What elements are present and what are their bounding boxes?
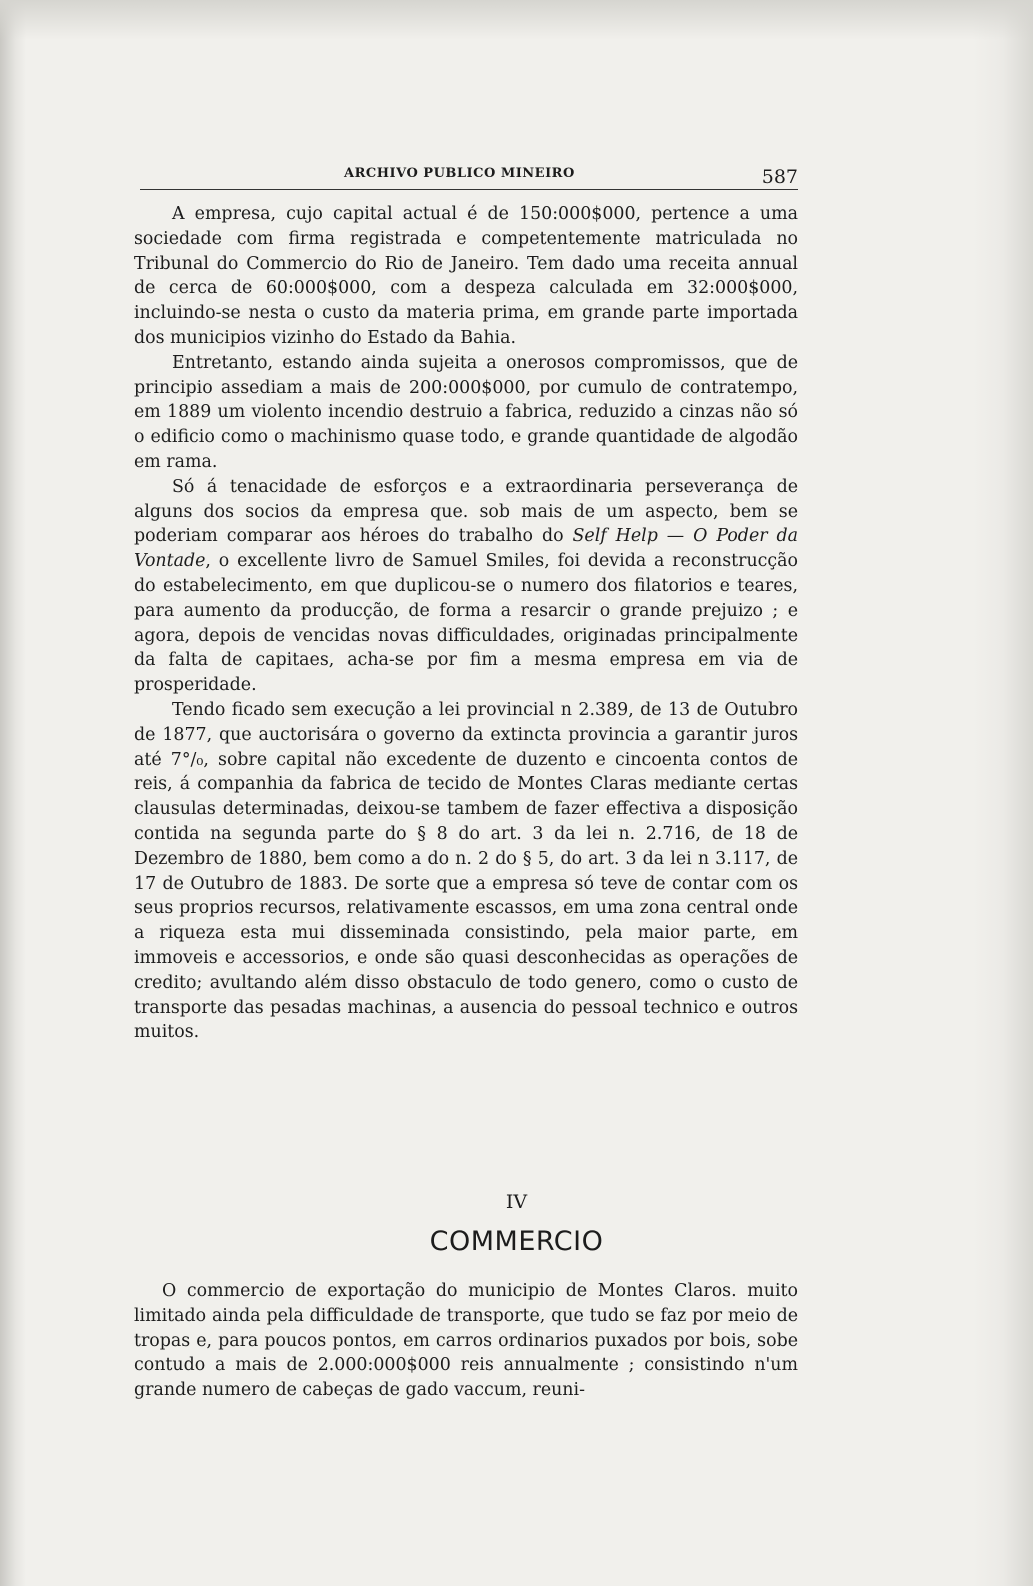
paragraph-lei-provincial: Tendo ficado sem execução a lei provincial n 2.389, de 13 de Outubro de 1877, que auctorisára o governo da extincta provincia a garantir juros até 7°/₀, sobre capital não excedente de duzento e cincoenta contos de reis, á companhia da fabrica de tecido de Montes Claras mediante certas clausulas determinadas, deixou-se tambem de fazer effectiva a disposição contida na segunda parte do § 8 do art. 3 da lei n. 2.716, de 18 de Dezembro de 1880, bem como a do n. 2 do § 5, do art. 3 da lei n 3.117, de 17 de Outubro de 1883. De sorte que a empresa só teve de contar com os seus proprios recursos, relativamente escassos, em uma zona central onde a riqueza esta mui disseminada consistindo, pela maior parte, em immoveis e accessorios, e onde são quasi desconhecidas as operações de credito; avultando além disso obstaculo de todo genero, como o custo de transporte das pesadas machinas, a ausencia do pessoal technico e outros muitos.	[134, 699, 798, 1043]
journal-title: ARCHIVO PUBLICO MINEIRO	[344, 166, 575, 181]
page-number: 587	[761, 166, 798, 188]
page-edge-top	[0, 0, 1033, 40]
body-text	[134, 202, 798, 1045]
commercio-text	[134, 1279, 798, 1403]
header-rule	[140, 189, 798, 190]
running-header	[138, 162, 798, 192]
paragraph-tenacidade	[134, 475, 798, 698]
paragraph-commercio: O commercio de exportação do municipio de Montes Claros. muito limitado ainda pela difficuldade de transporte, que tudo se faz por meio de tropas e, para poucos pontos, em carros ordinarios puxados por bois, sobe contudo a mais de 2.000:000$000 reis annualmente ; consistindo n'um grande numero de cabeças de gado vaccum, reuni-	[134, 1281, 798, 1401]
section-title: COMMERCIO	[429, 1226, 604, 1257]
paragraph-tenacidade-start: Só á tenacidade de esforços e a extraordinaria perseverança de alguns dos socios da empresa que. sob mais de um aspecto, bem se poderiam comparar aos héroes do trabalho do	[134, 476, 798, 547]
section-number: IV	[505, 1191, 528, 1213]
page-edge-left	[0, 0, 26, 1586]
paragraph-tenacidade-end: , o excellente livro de Samuel Smiles, foi devida a reconstrucção do estabelecimento, em que duplicou-se o numero dos filatorios e teares, para aumento da producção, de forma a resarcir o grande prejuizo ; e agora, depois de vencidas novas difficuldades, originadas principalmente da falta de capitaes, acha-se por fim a mesma empresa em via de prosperidade.	[134, 551, 798, 696]
paragraph-entretanto: Entretanto, estando ainda sujeita a onerosos compromissos, que de principio assediam a mais de 200:000$000, por cumulo de contratempo, em 1889 um violento incendio destruio a fabrica, reduzido a cinzas não só o edificio como o machinismo quase todo, e grande quantidade de algodão em rama.	[134, 352, 798, 472]
paragraph-empresa: A empresa, cujo capital actual é de 150:000$000, pertence a uma sociedade com firma registrada e competentemente matriculada no Tribunal do Commercio do Rio de Janeiro. Tem dado uma receita annual de cerca de 60:000$000, com a despeza calculada em 32:000$000, incluindo-se nesta o custo da materia prima, em grande parte importada dos municipios vizinho do Estado da Bahia.	[134, 204, 798, 348]
page-edge-right	[973, 0, 1033, 1586]
book-title: Self Help — O Poder da Vontade	[134, 526, 798, 572]
